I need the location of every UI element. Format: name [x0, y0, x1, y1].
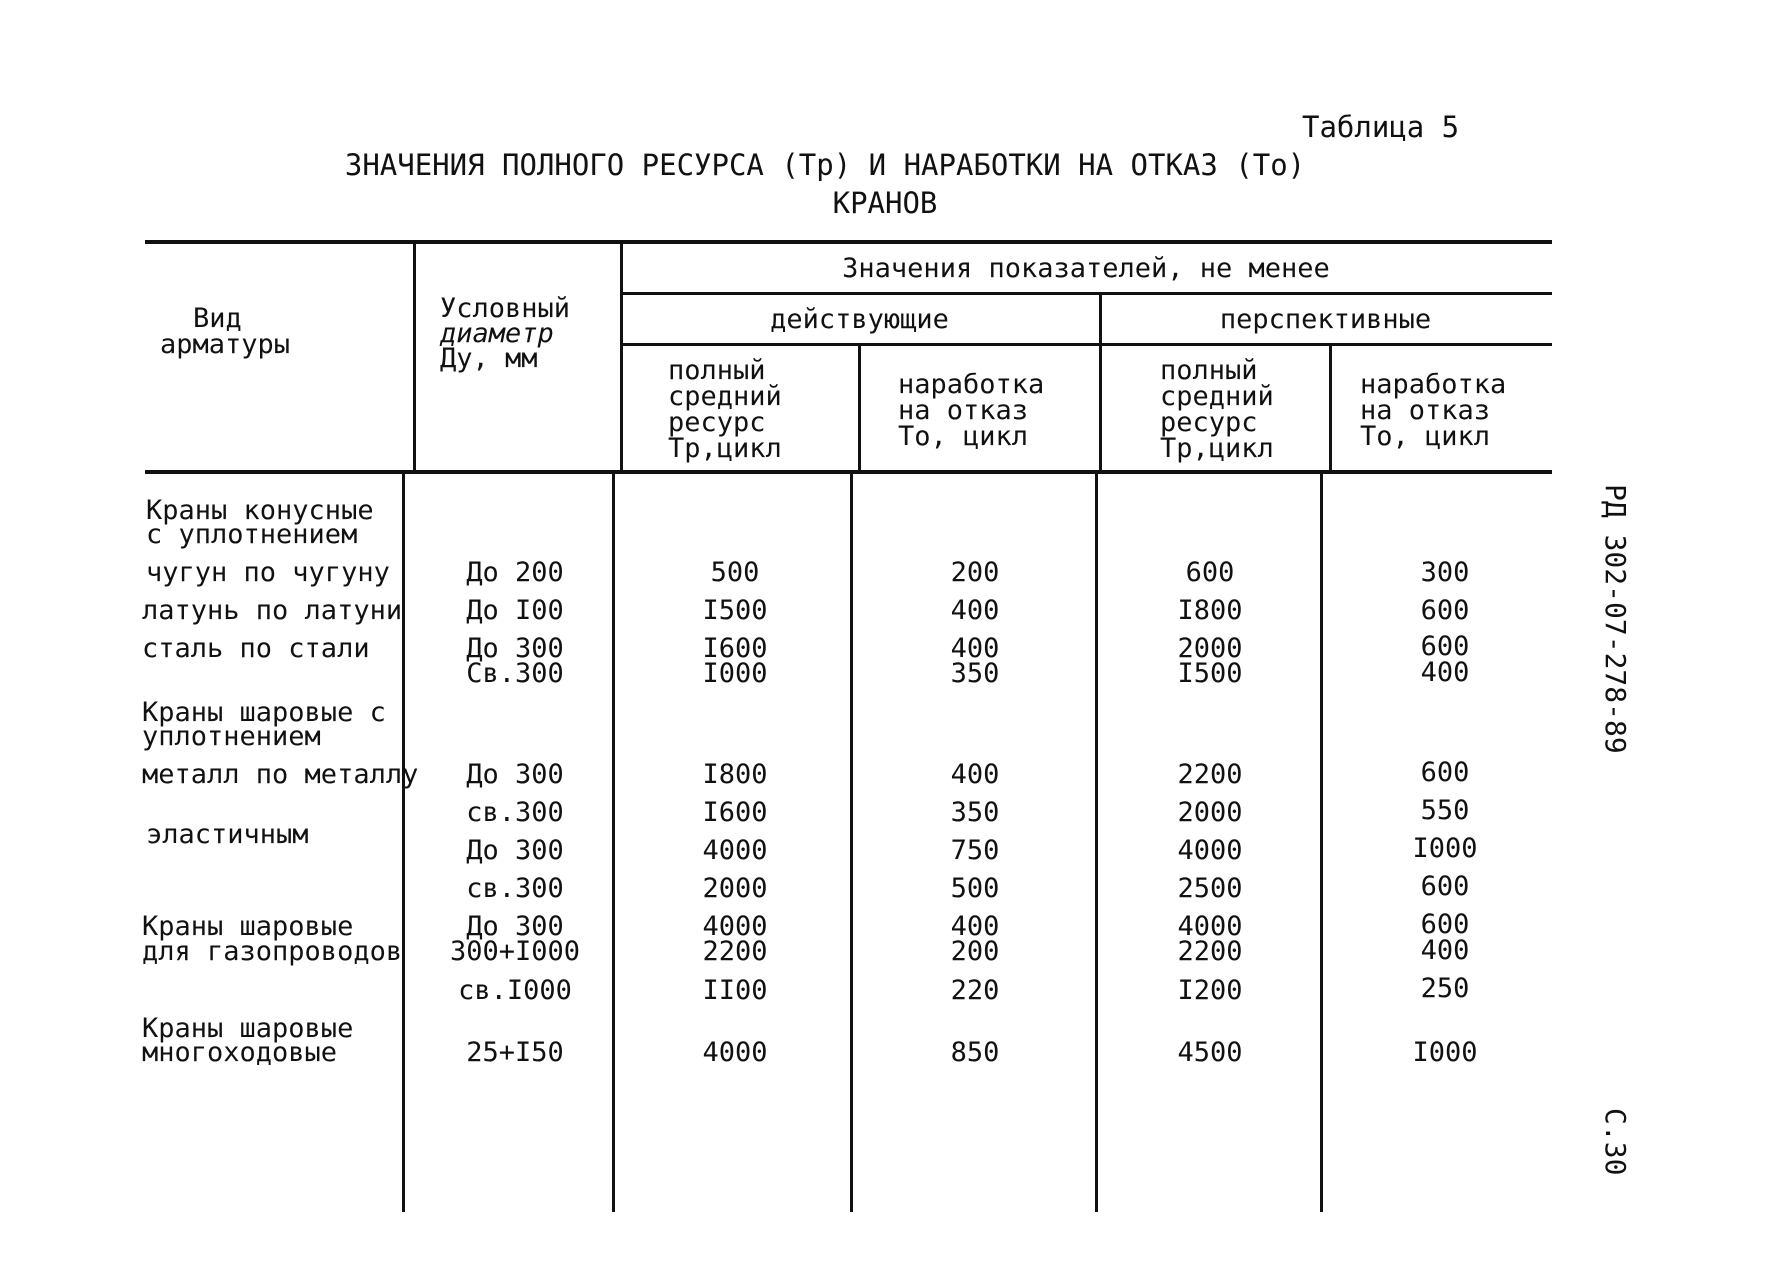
row-tr-current: I800: [702, 759, 768, 790]
row-to-current: 400: [950, 759, 1000, 790]
header-prospective: перспективные: [1219, 304, 1432, 335]
row-tr-current: 500: [710, 557, 760, 588]
row-to-current: 400: [950, 911, 1000, 942]
row-type: чугун по чугуну: [146, 557, 390, 588]
row-to-prospective: 600: [1420, 871, 1470, 902]
row-to-prospective: 400: [1420, 935, 1470, 966]
row-tr-current: I500: [702, 595, 768, 626]
row-type: эластичным: [146, 819, 309, 850]
row-diameter: 300+I000: [449, 936, 581, 967]
row-diameter: св.I000: [458, 975, 572, 1006]
page-number: С.30: [1599, 1108, 1632, 1176]
row-tr-prospective: 2000: [1177, 797, 1243, 828]
row-tr-current: I600: [702, 797, 768, 828]
vline-5-body: [1320, 472, 1323, 1212]
row-tr-prospective: I800: [1177, 595, 1243, 626]
row-tr-current: 4000: [702, 911, 768, 942]
row-tr-prospective: 2200: [1177, 936, 1243, 967]
vline-2-body: [612, 472, 615, 1212]
row-tr-prospective: 4500: [1177, 1037, 1243, 1068]
row-tr-prospective: 4000: [1177, 835, 1243, 866]
row-to-prospective: 600: [1420, 909, 1470, 940]
row-to-current: 850: [950, 1037, 1000, 1068]
table-title-line2: КРАНОВ: [832, 186, 938, 220]
row-to-current: 350: [950, 658, 1000, 689]
row-to-current: 400: [950, 595, 1000, 626]
row-tr-prospective: 600: [1185, 557, 1235, 588]
header-bottom-rule: [145, 470, 1552, 474]
row-type: Краны конусные: [146, 495, 374, 526]
row-to-current: 350: [950, 797, 1000, 828]
row-to-current: 200: [950, 936, 1000, 967]
row-type: Краны шаровые с: [142, 697, 386, 728]
document-code: РД 302-07-278-89: [1599, 484, 1632, 754]
vline-3-header: [858, 344, 861, 472]
row-to-prospective: 600: [1420, 631, 1470, 662]
table-label: Таблица 5: [1302, 110, 1460, 144]
row-diameter: св.300: [466, 873, 564, 904]
row-type: Краны шаровые: [142, 911, 354, 942]
row-diameter: До 300: [466, 633, 564, 664]
row-tr-current: 2000: [702, 873, 768, 904]
row-to-current: 750: [950, 835, 1000, 866]
row-to-prospective: 400: [1420, 657, 1470, 688]
row-to-current: 200: [950, 557, 1000, 588]
row-tr-prospective: 4000: [1177, 911, 1243, 942]
row-type: металл по металлу: [142, 759, 419, 790]
header-indicators: Значения показателей, не менее: [842, 253, 1330, 284]
row-type: уплотнением: [142, 721, 321, 752]
row-to-current: 500: [950, 873, 1000, 904]
vline-4-body: [1095, 472, 1098, 1212]
vline-3-body: [850, 472, 853, 1212]
row-type: с уплотнением: [146, 519, 358, 550]
row-type: сталь по стали: [142, 633, 370, 664]
header-current: действующие: [770, 304, 949, 335]
row-type: латунь по латуни: [142, 595, 403, 626]
row-diameter: До 300: [466, 759, 564, 790]
row-to-prospective: I000: [1412, 833, 1478, 864]
row-to-prospective: 300: [1420, 557, 1470, 588]
row-type: Краны шаровые: [142, 1013, 354, 1044]
row-to-prospective: I000: [1412, 1037, 1478, 1068]
row-tr-current: I000: [702, 658, 768, 689]
row-diameter: 25+I50: [466, 1037, 564, 1068]
row-to-prospective: 600: [1420, 757, 1470, 788]
row-to-current: 400: [950, 633, 1000, 664]
row-diameter: До 200: [466, 557, 564, 588]
row-tr-current: II00: [702, 975, 768, 1006]
row-tr-current: 4000: [702, 835, 768, 866]
row-type: для газопроводов: [142, 936, 403, 967]
table-title: ЗНАЧЕНИЯ ПОЛНОГО РЕСУРСА (Тр) И НАРАБОТКИ НА ОТКАЗ (То): [344, 148, 1306, 182]
row-diameter: св.300: [466, 797, 564, 828]
table-top-rule: [145, 240, 1552, 244]
row-to-current: 220: [950, 975, 1000, 1006]
header-rule-2: [620, 343, 1552, 346]
row-to-prospective: 550: [1420, 795, 1470, 826]
row-tr-prospective: 2500: [1177, 873, 1243, 904]
row-tr-prospective: I200: [1177, 975, 1243, 1006]
row-diameter: До 300: [466, 835, 564, 866]
vline-1-body: [402, 472, 405, 1212]
vline-5-header: [1329, 344, 1332, 472]
row-to-prospective: 250: [1420, 973, 1470, 1004]
row-diameter: До I00: [466, 595, 564, 626]
row-tr-prospective: 2200: [1177, 759, 1243, 790]
row-type: многоходовые: [142, 1037, 338, 1068]
vline-1-header: [413, 240, 416, 472]
row-diameter: До 300: [466, 911, 564, 942]
row-tr-prospective: 2000: [1177, 633, 1243, 664]
row-to-prospective: 600: [1420, 595, 1470, 626]
row-tr-current: 2200: [702, 936, 768, 967]
row-diameter: Св.300: [466, 658, 564, 689]
row-tr-prospective: I500: [1177, 658, 1243, 689]
row-tr-current: I600: [702, 633, 768, 664]
header-rule-1: [620, 292, 1552, 295]
row-tr-current: 4000: [702, 1037, 768, 1068]
